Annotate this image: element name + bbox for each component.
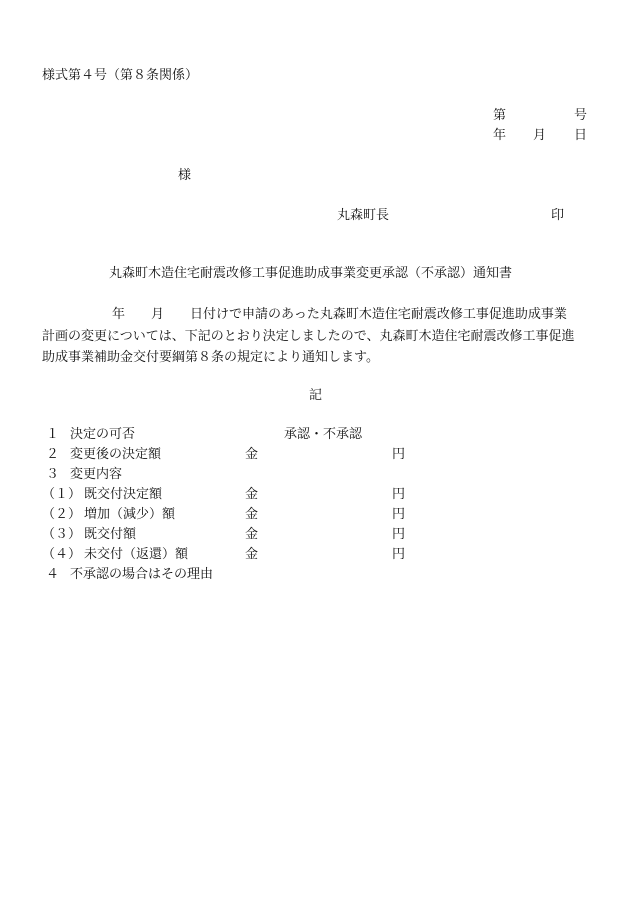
kin-label: 金 [245, 507, 259, 522]
item-row-3-2 [42, 507, 602, 527]
item-number: ３ [46, 467, 60, 482]
body-paragraph [42, 304, 590, 369]
number-gou: 号 [574, 108, 588, 123]
item-row-3 [42, 467, 602, 487]
body-line-1-text: 日付けで申請のあった丸森町木造住宅耐震改修工事促進助成事業 [190, 307, 567, 322]
item-label: 未交付（返還）額 [84, 547, 189, 562]
kin-label: 金 [245, 527, 259, 542]
item-row-3-4 [42, 547, 602, 567]
item-row-4 [42, 567, 602, 587]
seal-mark: 印 [551, 208, 565, 223]
item-number: （１） [42, 487, 82, 502]
item-label: 不承認の場合はその理由 [70, 567, 214, 582]
item-label: 変更内容 [70, 467, 123, 482]
approval-choice: 承認・不承認 [284, 427, 363, 442]
item-number: ２ [46, 447, 60, 462]
body-month: 月 [151, 307, 165, 322]
yen-label: 円 [392, 527, 406, 542]
body-line-2: 計画の変更については、下記のとおり決定しましたので、丸森町木造住宅耐震改修工事促進 [42, 328, 575, 344]
ki-heading: 記 [309, 388, 323, 403]
yen-label: 円 [392, 547, 406, 562]
kin-label: 金 [245, 487, 259, 502]
item-number: （４） [42, 547, 82, 562]
yen-label: 円 [392, 507, 406, 522]
item-label: 増加（減少）額 [84, 507, 176, 522]
item-row-3-3 [42, 527, 602, 547]
body-line-3: 助成事業補助金交付要綱第８条の規定により通知します。 [42, 350, 379, 365]
kin-label: 金 [245, 447, 259, 462]
item-number: （３） [42, 527, 82, 542]
date-day: 日 [574, 128, 588, 143]
item-label: 既交付額 [84, 527, 137, 542]
addressee-sama: 様 [178, 168, 192, 183]
item-number: （２） [42, 507, 82, 522]
item-label: 決定の可否 [70, 427, 136, 442]
yen-label: 円 [392, 487, 406, 502]
document-title: 丸森町木造住宅耐震改修工事促進助成事業変更承認（不承認）通知書 [109, 266, 513, 281]
form-reference: 様式第４号（第８条関係） [42, 68, 199, 83]
item-row-3-1 [42, 487, 602, 507]
kin-label: 金 [245, 547, 259, 562]
yen-label: 円 [392, 447, 406, 462]
item-label: 既交付決定額 [84, 487, 163, 502]
sender-name: 丸森町長 [337, 208, 390, 223]
item-label: 変更後の決定額 [70, 447, 162, 462]
body-year: 年 [112, 307, 126, 322]
date-month: 月 [533, 128, 547, 143]
item-row-2 [42, 447, 602, 467]
item-number: １ [46, 427, 60, 442]
body-line-1 [42, 304, 590, 326]
item-row-1 [42, 427, 602, 447]
number-dai: 第 [493, 108, 507, 123]
item-number: ４ [46, 567, 60, 582]
date-year: 年 [493, 128, 507, 143]
